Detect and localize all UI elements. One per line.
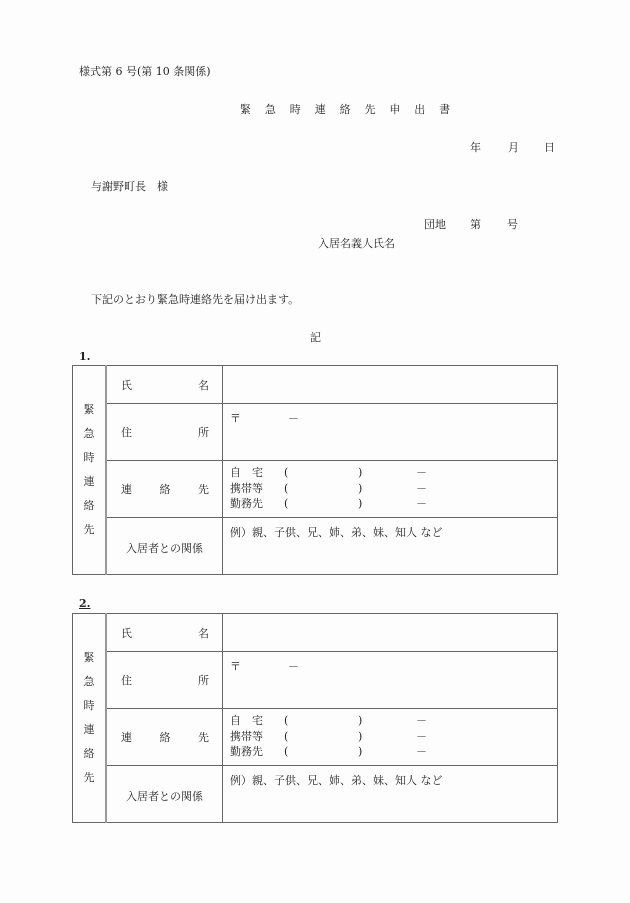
paren-open: ( bbox=[284, 497, 289, 510]
emergency-contact-table bbox=[72, 613, 558, 823]
name-label-cell bbox=[106, 366, 223, 404]
relation-label: 入居者との関係 bbox=[126, 790, 203, 803]
paren-close: ) bbox=[358, 466, 363, 479]
phone-dash: － bbox=[416, 497, 427, 510]
phone-label: 携帯等 bbox=[230, 729, 263, 743]
contact-label-char: 先 bbox=[198, 731, 209, 744]
phone-line-work[interactable] bbox=[230, 496, 549, 512]
name-field[interactable] bbox=[223, 366, 558, 404]
contact-label-char: 連 bbox=[121, 731, 132, 744]
ki-heading: 記 bbox=[310, 331, 321, 344]
relation-field[interactable] bbox=[223, 518, 558, 575]
name-label-char: 氏 bbox=[121, 378, 132, 392]
postal-dash: － bbox=[288, 660, 299, 673]
address-label-char: 所 bbox=[198, 426, 209, 439]
form-number: 様式第 6 号(第 10 条関係) bbox=[79, 65, 211, 78]
paren-open: ( bbox=[284, 729, 289, 743]
phone-dash: － bbox=[416, 481, 427, 495]
day-label: 日 bbox=[544, 141, 555, 154]
address-label-cell bbox=[106, 404, 223, 461]
name-label-char: 名 bbox=[198, 626, 209, 640]
paren-close: ) bbox=[358, 481, 363, 495]
contact-label-char: 先 bbox=[198, 483, 209, 496]
side-label: 緊急時連絡先 bbox=[83, 651, 95, 784]
postal-mark: 〒 bbox=[230, 660, 241, 673]
paren-close: ) bbox=[358, 745, 363, 758]
month-label: 月 bbox=[508, 141, 519, 154]
address-label-char: 所 bbox=[198, 674, 209, 687]
relation-field[interactable] bbox=[223, 766, 558, 823]
address-field[interactable] bbox=[223, 404, 558, 461]
paren-open: ( bbox=[284, 481, 289, 495]
emergency-contact-table bbox=[72, 365, 558, 575]
address-label-cell bbox=[106, 652, 223, 709]
phone-line-mobile[interactable] bbox=[230, 481, 549, 497]
paren-close: ) bbox=[358, 497, 363, 510]
address-label-char: 住 bbox=[121, 426, 132, 439]
date-line bbox=[470, 142, 555, 153]
document-title: 緊 急 時 連 絡 先 申 出 書 bbox=[240, 103, 456, 116]
phone-field[interactable] bbox=[223, 461, 558, 518]
contact-label-cell bbox=[106, 709, 223, 766]
address-label-char: 住 bbox=[121, 674, 132, 687]
phone-line-work[interactable] bbox=[230, 744, 549, 760]
phone-line-home[interactable] bbox=[230, 713, 549, 729]
side-label-cell bbox=[73, 614, 107, 823]
housing-number-line bbox=[424, 219, 518, 230]
paren-open: ( bbox=[284, 745, 289, 758]
phone-dash: － bbox=[416, 466, 427, 479]
addressee: 与謝野町長 様 bbox=[91, 180, 168, 193]
year-label: 年 bbox=[470, 141, 481, 154]
name-label-char: 氏 bbox=[121, 626, 132, 640]
phone-dash: － bbox=[416, 714, 427, 727]
contact-label-char: 絡 bbox=[159, 483, 171, 496]
phone-label: 勤務先 bbox=[230, 497, 263, 510]
tenant-name-label: 入居名義人氏名 bbox=[318, 237, 395, 250]
relation-label: 入居者との関係 bbox=[126, 542, 203, 555]
go-label: 号 bbox=[507, 218, 518, 231]
contact-label-cell bbox=[106, 461, 223, 518]
section-number: 1. bbox=[79, 350, 91, 363]
contact-label-char: 連 bbox=[121, 483, 132, 496]
contact-label-char: 絡 bbox=[159, 731, 171, 744]
phone-label: 自 宅 bbox=[230, 466, 263, 479]
intro-text: 下記のとおり緊急時連絡先を届け出ます。 bbox=[91, 293, 300, 306]
paren-close: ) bbox=[358, 729, 363, 743]
phone-line-home[interactable] bbox=[230, 465, 549, 481]
paren-open: ( bbox=[284, 714, 289, 727]
danchi-label: 団地 bbox=[424, 218, 446, 231]
relation-example: 例）親、子供、兄、姉、弟、妹、知人 など bbox=[230, 526, 443, 539]
phone-label: 勤務先 bbox=[230, 745, 263, 758]
section-number: 2. bbox=[79, 597, 91, 610]
relation-label-cell bbox=[106, 766, 223, 823]
phone-line-mobile[interactable] bbox=[230, 729, 549, 745]
paren-close: ) bbox=[358, 714, 363, 727]
phone-field[interactable] bbox=[223, 709, 558, 766]
relation-label-cell bbox=[106, 518, 223, 575]
postal-dash: － bbox=[288, 412, 299, 425]
name-label-cell bbox=[106, 614, 223, 652]
paren-open: ( bbox=[284, 466, 289, 479]
side-label-cell bbox=[73, 366, 107, 575]
name-field[interactable] bbox=[223, 614, 558, 652]
phone-dash: － bbox=[416, 729, 427, 743]
side-label: 緊急時連絡先 bbox=[83, 403, 95, 536]
dai-label: 第 bbox=[470, 218, 481, 231]
phone-label: 携帯等 bbox=[230, 481, 263, 495]
name-label-char: 名 bbox=[198, 378, 209, 392]
relation-example: 例）親、子供、兄、姉、弟、妹、知人 など bbox=[230, 774, 443, 787]
phone-dash: － bbox=[416, 745, 427, 758]
postal-mark: 〒 bbox=[230, 412, 241, 425]
phone-label: 自 宅 bbox=[230, 714, 263, 727]
address-field[interactable] bbox=[223, 652, 558, 709]
